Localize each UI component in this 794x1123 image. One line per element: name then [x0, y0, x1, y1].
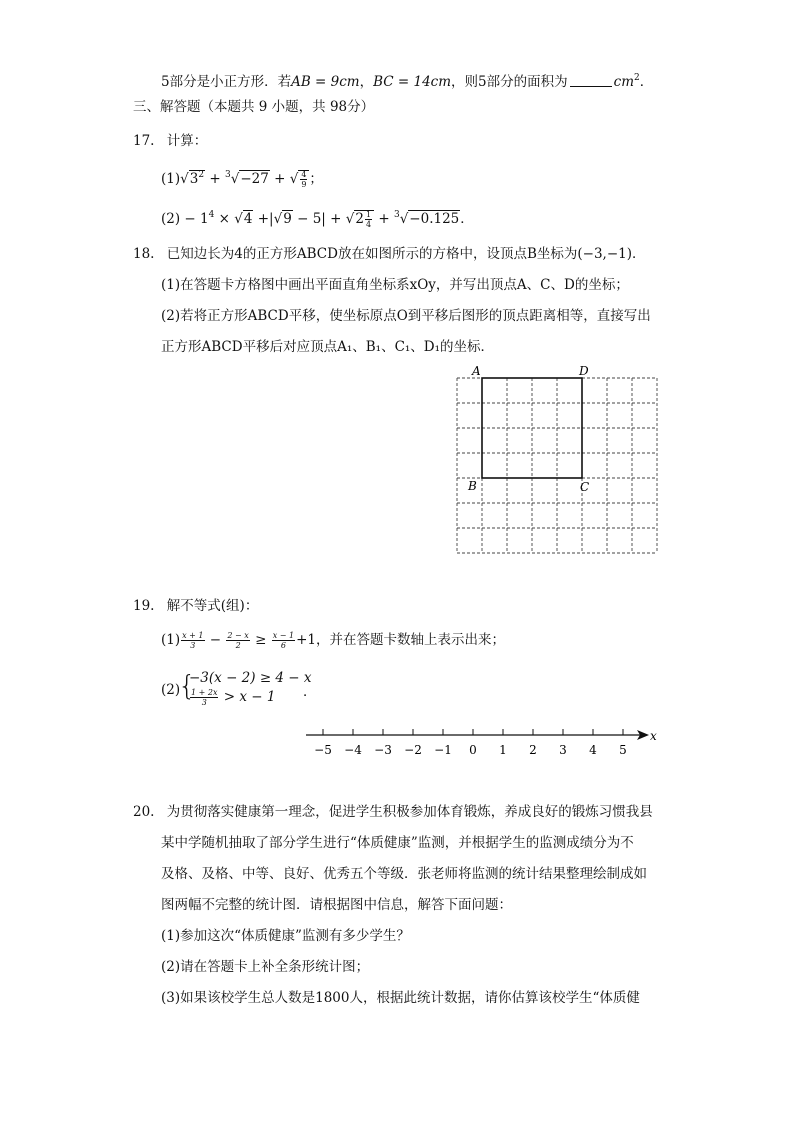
numerator: 1 + 2x	[191, 688, 218, 697]
tick-label: 2	[529, 743, 537, 757]
operator: − 5| +	[292, 211, 346, 227]
radicand	[189, 170, 205, 187]
part-label: (2)	[161, 682, 181, 698]
q20-line2: 某中学随机抽取了部分学生进行“体质健康”监测，并根据学生的监测成绩分为不	[161, 835, 634, 851]
inequality-1: −3(x − 2) ≥ 4 − x	[189, 670, 312, 686]
brace: {	[178, 669, 196, 702]
unit-exponent: 2	[634, 73, 640, 83]
numerator: 2 − x	[227, 631, 249, 640]
tick-label: 1	[499, 743, 507, 757]
sqrt-sign: √	[180, 171, 189, 187]
radicand	[298, 170, 309, 187]
mixed-whole: 2	[355, 211, 364, 227]
radicand-value: 3	[189, 171, 199, 187]
text: ，	[359, 74, 374, 90]
denominator: 9	[301, 180, 307, 189]
label-c: C	[580, 480, 590, 494]
fraction	[226, 631, 249, 650]
operator: −	[205, 632, 226, 648]
tick-label: −3	[374, 743, 392, 757]
q18-line1	[133, 244, 646, 264]
tick-label: 4	[589, 743, 597, 757]
denominator: 3	[201, 698, 207, 707]
q19-header	[133, 596, 258, 616]
radicand: 4	[243, 211, 253, 227]
radicand: −27	[240, 171, 269, 187]
number-line	[300, 724, 680, 764]
axis-ticks	[314, 729, 627, 757]
q17-header	[133, 131, 207, 151]
sqrt-sign: √	[289, 171, 299, 187]
q19-part1	[161, 626, 505, 654]
numerator: 1	[365, 210, 372, 219]
denominator: 3	[190, 641, 196, 650]
question-number: 20.	[133, 804, 155, 820]
text: ．	[639, 74, 654, 90]
label-d: D	[579, 364, 589, 378]
q17-part1	[161, 163, 323, 191]
text: ．	[460, 211, 474, 227]
question-title: 计算：	[166, 133, 208, 149]
bc-length: BC = 14cm	[373, 74, 452, 90]
fraction	[272, 631, 295, 650]
tick-label: 5	[619, 743, 627, 757]
sqrt-sign: √	[399, 211, 409, 227]
sqrt-sign: √	[230, 171, 240, 187]
numerator: x + 1	[182, 631, 204, 640]
sqrt-sign: √	[345, 211, 355, 227]
q20-line1	[133, 802, 653, 822]
tick-label: −5	[314, 743, 332, 757]
inequality-rest: > x − 1	[223, 689, 276, 705]
part-label: (1)	[161, 171, 181, 187]
question-text: 已知边长为4的正方形ABCD放在如图所示的方格中，设顶点B坐标为(−3,−1)．	[166, 246, 646, 262]
dashed-grid	[457, 378, 657, 553]
radicand: 9	[283, 211, 292, 227]
fraction	[300, 170, 307, 189]
q20-line3: 及格、及格、中等、良好、优秀五个等级．张老师将监测的统计结果整理绘制成如	[161, 866, 647, 882]
label-a: A	[472, 364, 481, 378]
question-number: 18.	[133, 246, 155, 262]
root-index: 3	[393, 210, 400, 220]
part-label: (2) − 1	[161, 211, 209, 227]
sqrt-sign: √	[234, 211, 243, 227]
tick-label: 3	[559, 743, 567, 757]
axis-label: x	[650, 729, 657, 743]
operator: +|	[253, 211, 274, 227]
tick-label: −2	[404, 743, 422, 757]
radicand: −0.125	[409, 211, 460, 227]
q18-line3: (2)若将正方形ABCD平移，使坐标原点O到平移后图形的顶点距离相等，直接写出	[161, 308, 651, 324]
q20-line5: (1)参加这次“体质健康”监测有多少学生？	[161, 928, 410, 944]
question-text: 为贯彻落实健康第一理念，促进学生积极参加体育锻炼，养成良好的锻炼习惯我县	[166, 804, 653, 820]
text: ．	[303, 684, 317, 700]
exponent: 2	[198, 170, 205, 180]
q17-part2	[161, 203, 474, 231]
part-label: (1)	[161, 632, 181, 648]
denominator: 4	[365, 220, 372, 229]
root-index: 3	[224, 170, 231, 180]
sqrt-sign: √	[273, 211, 283, 227]
operator: +	[205, 171, 225, 187]
text: ；	[309, 171, 323, 187]
fraction	[181, 631, 204, 650]
fraction	[365, 210, 372, 229]
denominator: 6	[280, 641, 286, 650]
numerator: x − 1	[272, 631, 295, 640]
q20-line6: (2)请在答题卡上补全条形统计图；	[161, 959, 370, 975]
text: 5部分是小正方形．若	[161, 74, 292, 90]
label-b: B	[468, 479, 477, 493]
tick-label: 0	[469, 743, 477, 757]
inequality-2	[189, 687, 275, 707]
question-text: +1，并在答题卡数轴上表示出来；	[296, 632, 506, 648]
operator: +	[269, 171, 290, 187]
operator: ≥	[250, 632, 271, 648]
radicand	[354, 210, 374, 227]
exponent: 4	[208, 210, 215, 220]
fraction	[190, 688, 218, 707]
operator: ×	[214, 211, 235, 227]
answer-blank[interactable]	[570, 72, 612, 87]
question-number: 19.	[133, 598, 155, 614]
tick-label: −4	[344, 743, 362, 757]
text: ，则5部分的面积为	[451, 74, 568, 90]
operator: +	[374, 211, 394, 227]
square-grid-figure	[448, 362, 668, 562]
numerator: 4	[301, 170, 307, 179]
q20-line4: 图两幅不完整的统计图．请根据图中信息，解答下面问题：	[161, 897, 512, 913]
q18-line2: (1)在答题卡方格图中画出平面直角坐标系xOy，并写出顶点A、C、D的坐标；	[161, 277, 629, 293]
ab-length: AB = 9cm	[291, 74, 360, 90]
unit: cm	[613, 74, 635, 90]
question-number: 17.	[133, 133, 155, 149]
denominator: 2	[235, 641, 241, 650]
q20-line7: (3)如果该校学生总人数是1800人，根据此统计数据，请你估算该校学生“体质健	[161, 990, 640, 1006]
q18-line4: 正方形ABCD平移后对应顶点A₁、B₁、C₁、D₁的坐标．	[161, 339, 495, 355]
section-heading: 三、解答题（本题共 9 小题，共 98分）	[133, 99, 375, 115]
previous-question-tail	[161, 68, 653, 92]
tick-label: −1	[434, 743, 452, 757]
question-title: 解不等式(组)：	[166, 598, 259, 614]
